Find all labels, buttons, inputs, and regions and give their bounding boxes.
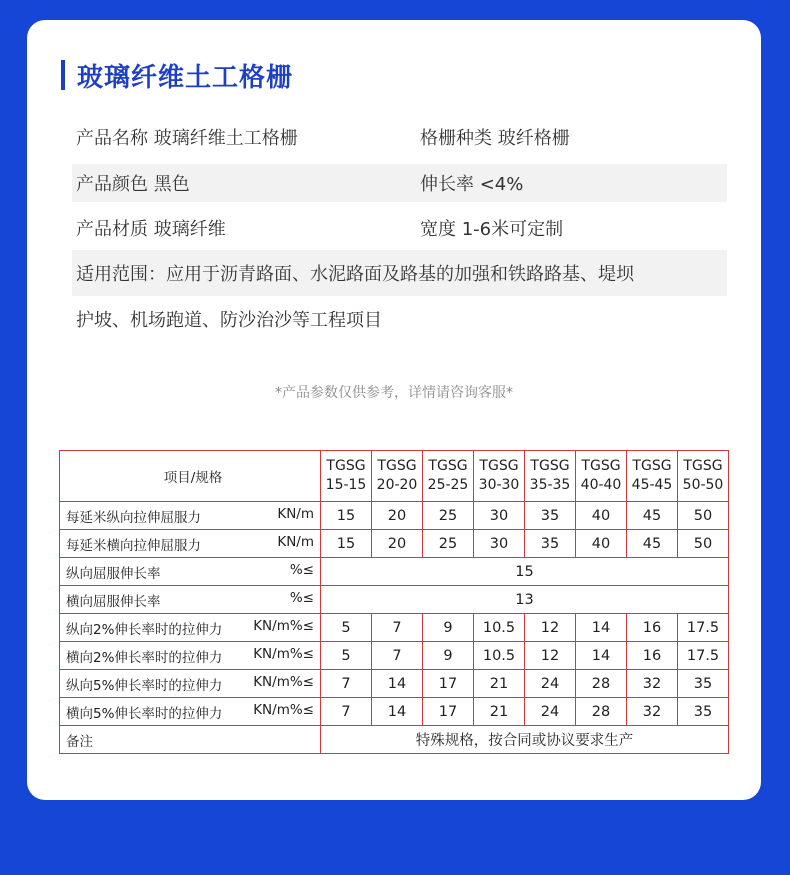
spec-header xyxy=(474,451,525,502)
table-cell: 45 xyxy=(627,502,678,530)
table-cell: 7 xyxy=(372,642,423,670)
table-row xyxy=(60,698,729,726)
table-cell: 15 xyxy=(321,530,372,558)
spec-model: TGSG xyxy=(530,458,570,474)
table-cell: 12 xyxy=(525,642,576,670)
spec-model: TGSG xyxy=(479,458,519,474)
info-row-3 xyxy=(72,209,727,247)
spec-model: TGSG xyxy=(683,458,723,474)
table-cell: 40 xyxy=(576,502,627,530)
spec-header xyxy=(321,451,372,502)
spec-table xyxy=(59,450,729,754)
table-row xyxy=(60,614,729,642)
table-cell: 10.5 xyxy=(474,642,525,670)
spec-header xyxy=(576,451,627,502)
row-unit: %≤ xyxy=(289,589,314,606)
info-type: 格栅种类 玻纤格栅 xyxy=(420,128,570,149)
spec-header xyxy=(423,451,474,502)
disclaimer-note: *产品参数仅供参考，详情请咨询客服* xyxy=(275,385,513,401)
product-card xyxy=(27,20,761,800)
row-label-inner xyxy=(66,534,320,554)
table-cell: 5 xyxy=(321,614,372,642)
info-name: 产品名称 玻璃纤维土工格栅 xyxy=(76,128,298,149)
spec-size: 25-25 xyxy=(427,477,469,493)
table-cell: 17 xyxy=(423,698,474,726)
spec-model: TGSG xyxy=(326,458,366,474)
spec-model: TGSG xyxy=(581,458,621,474)
merged-cell: 13 xyxy=(321,586,729,614)
table-body xyxy=(60,502,729,754)
table-cell: 28 xyxy=(576,698,627,726)
row-label-inner xyxy=(66,730,320,750)
table-cell: 17.5 xyxy=(678,614,729,642)
table-row xyxy=(60,726,729,754)
row-unit: KN/m%≤ xyxy=(253,617,314,634)
spec-size: 35-35 xyxy=(529,477,571,493)
title-accent-bar xyxy=(61,60,65,90)
row-name: 每延米纵向拉伸屈服力 xyxy=(66,509,201,526)
table-cell: 30 xyxy=(474,502,525,530)
info-color: 产品颜色 黑色 xyxy=(76,174,190,195)
spec-size: 50-50 xyxy=(682,477,724,493)
row-label-inner xyxy=(66,562,320,582)
row-unit: KN/m%≤ xyxy=(253,673,314,690)
table-row xyxy=(60,670,729,698)
page-title: 玻璃纤维土工格栅 xyxy=(77,62,294,93)
table-cell: 16 xyxy=(627,614,678,642)
table-cell: 35 xyxy=(525,530,576,558)
table-row xyxy=(60,558,729,586)
row-label-inner xyxy=(66,674,320,694)
table-row xyxy=(60,530,729,558)
row-label xyxy=(60,642,321,670)
spec-size: 15-15 xyxy=(325,477,367,493)
spec-size: 30-30 xyxy=(478,477,520,493)
info-row-2 xyxy=(72,164,727,202)
row-label xyxy=(60,726,321,754)
table-cell: 35 xyxy=(678,670,729,698)
spec-header xyxy=(372,451,423,502)
spec-model: TGSG xyxy=(632,458,672,474)
row-label xyxy=(60,558,321,586)
table-cell: 17 xyxy=(423,670,474,698)
merged-cell: 15 xyxy=(321,558,729,586)
info-material: 产品材质 玻璃纤维 xyxy=(76,219,226,240)
spec-header xyxy=(678,451,729,502)
row-name: 横向5%伸长率时的拉伸力 xyxy=(66,705,223,722)
table-row xyxy=(60,586,729,614)
row-label-inner xyxy=(66,590,320,610)
row-unit: %≤ xyxy=(289,561,314,578)
merged-cell: 特殊规格，按合同或协议要求生产 xyxy=(321,726,729,754)
spec-header xyxy=(627,451,678,502)
table-cell: 21 xyxy=(474,670,525,698)
row-label-inner xyxy=(66,618,320,638)
row-label xyxy=(60,530,321,558)
table-cell: 14 xyxy=(576,614,627,642)
row-unit: KN/m%≤ xyxy=(253,645,314,662)
table-row xyxy=(60,502,729,530)
row-name: 横向屈服伸长率 xyxy=(66,593,161,610)
table-cell: 7 xyxy=(321,698,372,726)
table-cell: 15 xyxy=(321,502,372,530)
table-cell: 40 xyxy=(576,530,627,558)
table-cell: 50 xyxy=(678,530,729,558)
table-cell: 14 xyxy=(372,670,423,698)
table-cell: 21 xyxy=(474,698,525,726)
row-unit: KN/m xyxy=(277,533,314,550)
info-elongation: 伸长率 <4% xyxy=(420,174,524,195)
spec-size: 40-40 xyxy=(580,477,622,493)
spec-model: TGSG xyxy=(377,458,417,474)
table-row xyxy=(60,642,729,670)
table-cell: 7 xyxy=(372,614,423,642)
info-scope xyxy=(72,250,727,342)
row-label xyxy=(60,670,321,698)
row-label xyxy=(60,614,321,642)
table-header-row xyxy=(60,451,729,502)
row-label-inner xyxy=(66,702,320,722)
info-width: 宽度 1-6米可定制 xyxy=(420,219,564,240)
table-cell: 35 xyxy=(678,698,729,726)
row-name: 纵向屈服伸长率 xyxy=(66,565,161,582)
spec-size: 45-45 xyxy=(631,477,673,493)
table-cell: 10.5 xyxy=(474,614,525,642)
row-name: 每延米横向拉伸屈服力 xyxy=(66,537,201,554)
table-cell: 32 xyxy=(627,670,678,698)
table-cell: 32 xyxy=(627,698,678,726)
spec-table-wrap xyxy=(59,450,729,754)
table-cell: 28 xyxy=(576,670,627,698)
row-name: 横向2%伸长率时的拉伸力 xyxy=(66,649,223,666)
row-unit: KN/m%≤ xyxy=(253,701,314,718)
info-row-1 xyxy=(72,118,727,156)
spec-model: TGSG xyxy=(428,458,468,474)
table-cell: 25 xyxy=(423,502,474,530)
table-cell: 17.5 xyxy=(678,642,729,670)
row-label xyxy=(60,502,321,530)
row-name: 备注 xyxy=(66,733,93,750)
table-cell: 20 xyxy=(372,502,423,530)
table-cell: 20 xyxy=(372,530,423,558)
spec-header xyxy=(525,451,576,502)
title-row xyxy=(61,58,293,92)
spec-size: 20-20 xyxy=(376,477,418,493)
table-cell: 50 xyxy=(678,502,729,530)
table-cell: 9 xyxy=(423,614,474,642)
scope-line-2: 护坡、机场跑道、防沙治沙等工程项目 xyxy=(76,310,382,331)
table-cell: 5 xyxy=(321,642,372,670)
row-label xyxy=(60,698,321,726)
table-cell: 12 xyxy=(525,614,576,642)
table-cell: 30 xyxy=(474,530,525,558)
row-label-inner xyxy=(66,506,320,526)
table-cell: 7 xyxy=(321,670,372,698)
table-cell: 25 xyxy=(423,530,474,558)
row-label xyxy=(60,586,321,614)
row-name: 纵向2%伸长率时的拉伸力 xyxy=(66,621,223,638)
row-name: 纵向5%伸长率时的拉伸力 xyxy=(66,677,223,694)
table-cell: 24 xyxy=(525,670,576,698)
scope-line-1: 适用范围：应用于沥青路面、水泥路面及路基的加强和铁路路基、堤坝 xyxy=(72,250,727,296)
table-header-label: 项目/规格 xyxy=(60,451,321,502)
table-cell: 16 xyxy=(627,642,678,670)
table-cell: 45 xyxy=(627,530,678,558)
table-cell: 9 xyxy=(423,642,474,670)
table-cell: 14 xyxy=(372,698,423,726)
row-label-inner xyxy=(66,646,320,666)
table-cell: 14 xyxy=(576,642,627,670)
table-cell: 35 xyxy=(525,502,576,530)
table-cell: 24 xyxy=(525,698,576,726)
row-unit: KN/m xyxy=(277,505,314,522)
